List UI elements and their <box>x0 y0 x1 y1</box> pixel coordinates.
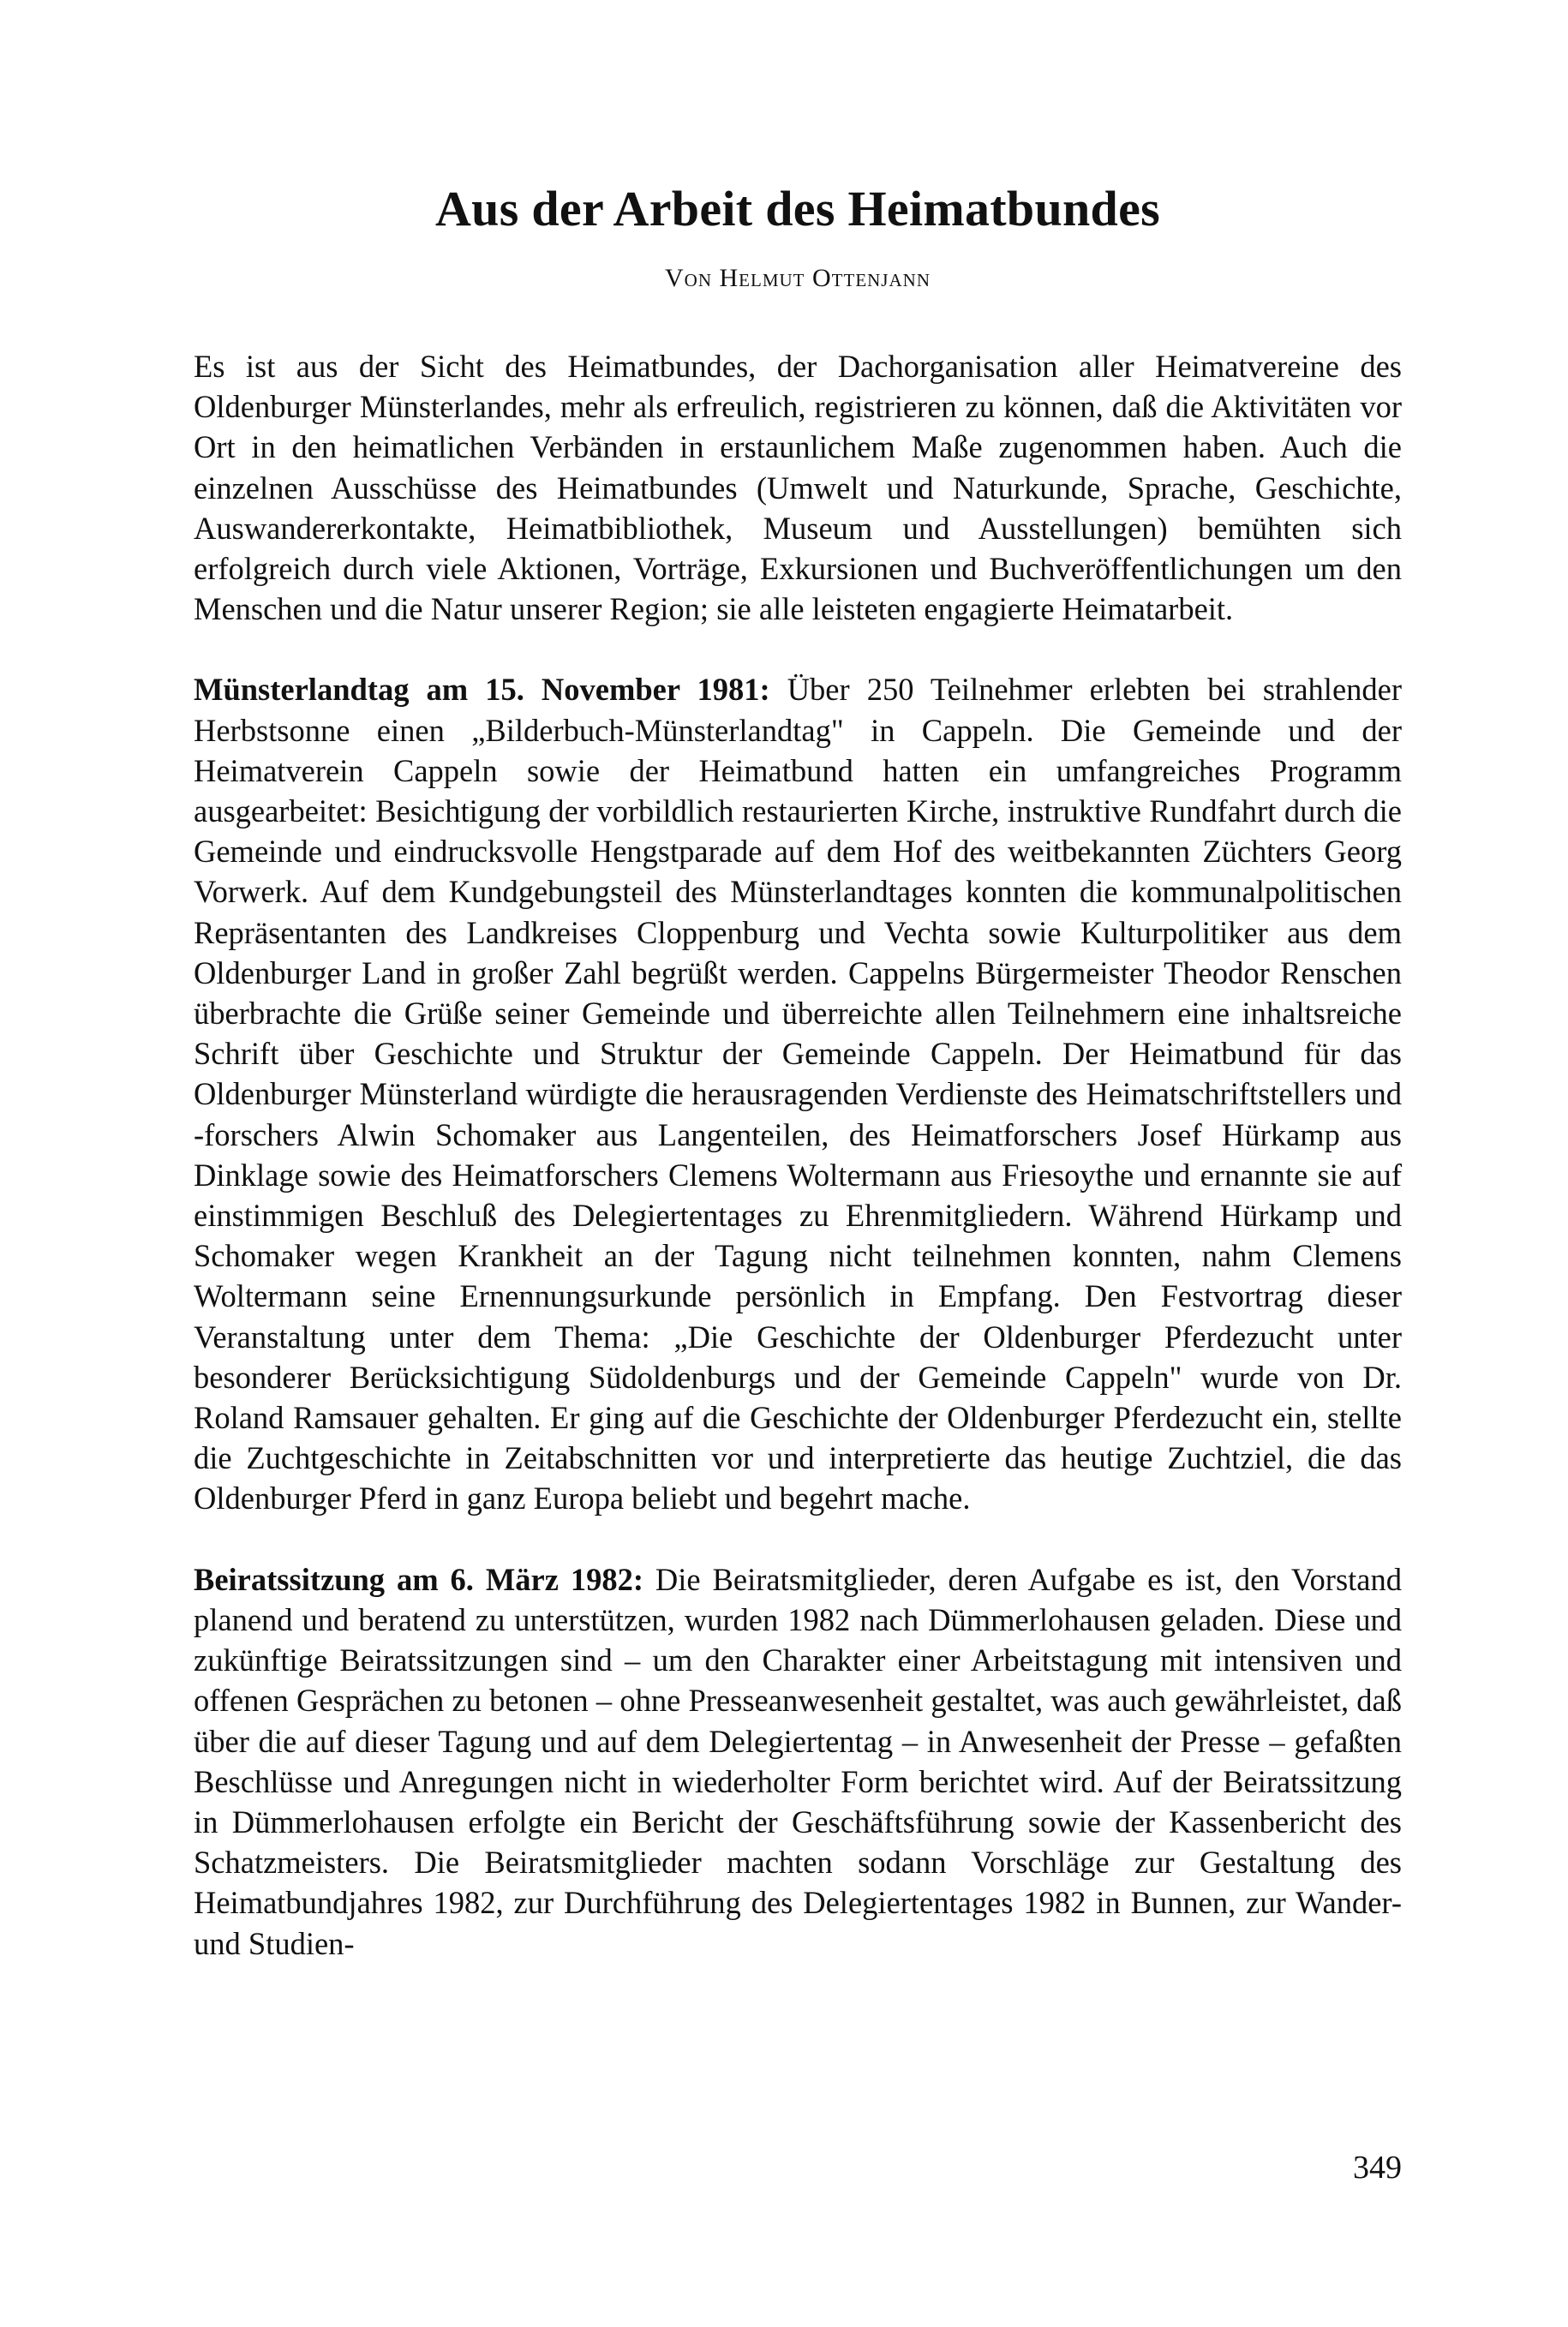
paragraph-text: Über 250 Teilnehmer erlebten bei strahlender Herbstsonne einen „Bilderbuch-Münsterlandtag" in Cappeln. Die Gemeinde und der Heimatverein Cappeln sowie der Heimatbund hatten ein umfangreiches Programm ausgearbeitet: Besichtigung der vorbildlich restaurierten Kirche, instruktive Rundfahrt durch die Gemeinde und eindrucksvolle Hengstparade auf dem Hof des weitbekannten Züchters Georg Vorwerk. Auf dem Kundgebungsteil des Münsterlandtages konnten die kommunalpolitischen Repräsentanten des Landkreises Cloppenburg und Vechta sowie Kulturpolitiker aus dem Oldenburger Land in großer Zahl begrüßt werden. Cappelns Bürgermeister Theodor Renschen überbrachte die Grüße seiner Gemeinde und überreichte allen Teilnehmern eine inhaltsreiche Schrift über Geschichte und Struktur der Gemeinde Cappeln. Der Heimatbund für das Oldenburger Münsterland würdigte die herausragenden Verdienste des Heimatschriftstellers und -forschers Alwin Schomaker aus Langenteilen, des Heimatforschers Josef Hürkamp aus Dinklage sowie des Heimatforschers Clemens Woltermann aus Friesoythe und ernannte sie auf einstimmigen Beschluß des Delegiertentages zu Ehrenmitgliedern. Während Hürkamp und Schomaker wegen Krankheit an der Tagung nicht teilnehmen konnten, nahm Clemens Woltermann seine Ernennungsurkunde persönlich in Empfang. Den Festvortrag dieser Veranstaltung unter dem Thema: „Die Geschichte der Oldenburger Pferdezucht unter besonderer Berücksichtigung Südoldenburgs und der Gemeinde Cappeln" wurde von Dr. Roland Ramsauer gehalten. Er ging auf die Geschichte der Oldenburger Pferdezucht ein, stellte die Zuchtgeschichte in Zeitabschnitten vor und interpretierte das heutige Zuchtziel, die das Oldenburger Pferd in ganz Europa beliebt und begehrt mache. <box>194 672 1402 1516</box>
article-body <box>194 346 1402 1964</box>
paragraph-beiratssitzung <box>194 1559 1402 1964</box>
paragraph-muensterlandtag <box>194 669 1402 1518</box>
article-title: Aus der Arbeit des Heimatbundes <box>434 181 1161 236</box>
paragraph-text: Es ist aus der Sicht des Heimatbundes, der Dachorganisation aller Heimatvereine des Oldenburger Münsterlandes, mehr als erfreulich, registrieren zu können, daß die Aktivitäten vor Ort in den heimatlichen Verbänden in erstaunlichem Maße zugenommen haben. Auch die einzelnen Ausschüsse des Heimatbundes (Umwelt und Naturkunde, Sprache, Geschichte, Auswandererkontakte, Heimatbibliothek, Museum und Ausstellungen) bemühten sich erfolgreich durch viele Aktionen, Vorträge, Exkursionen und Buchveröffentlichungen um den Menschen und die Natur unserer Region; sie alle leisteten engagierte Heimatarbeit. <box>194 349 1402 627</box>
article-author: Von Helmut Ottenjann <box>665 264 931 292</box>
paragraph-lead: Münsterlandtag am 15. November 1981: <box>194 672 770 708</box>
page-number: 349 <box>1353 2150 1402 2186</box>
paragraph-text: Die Beiratsmitglieder, deren Aufgabe es ist, den Vorstand planend und beratend zu unterstützen, wurden 1982 nach Dümmerlohausen geladen. Diese und zukünftige Beiratssitzungen sind – um den Charakter einer Arbeitstagung mit intensiven und offenen Gesprächen zu betonen – ohne Presseanwesenheit gestaltet, was auch gewährleistet, daß über die auf dieser Tagung und auf dem Delegiertentag – in Anwesenheit der Presse – gefaßten Beschlüsse und Anregungen nicht in wiederholter Form berichtet wird. Auf der Beiratssitzung in Dümmerlohausen erfolgte ein Bericht der Geschäftsführung sowie der Kassenbericht des Schatzmeisters. Die Beiratsmitglieder machten sodann Vorschläge zur Gestaltung des Heimatbundjahres 1982, zur Durchführung des Delegiertentages 1982 in Bunnen, zur Wander- und Studien- <box>194 1561 1402 1961</box>
paragraph-intro <box>194 346 1402 629</box>
paragraph-lead: Beiratssitzung am 6. März 1982: <box>194 1561 644 1597</box>
